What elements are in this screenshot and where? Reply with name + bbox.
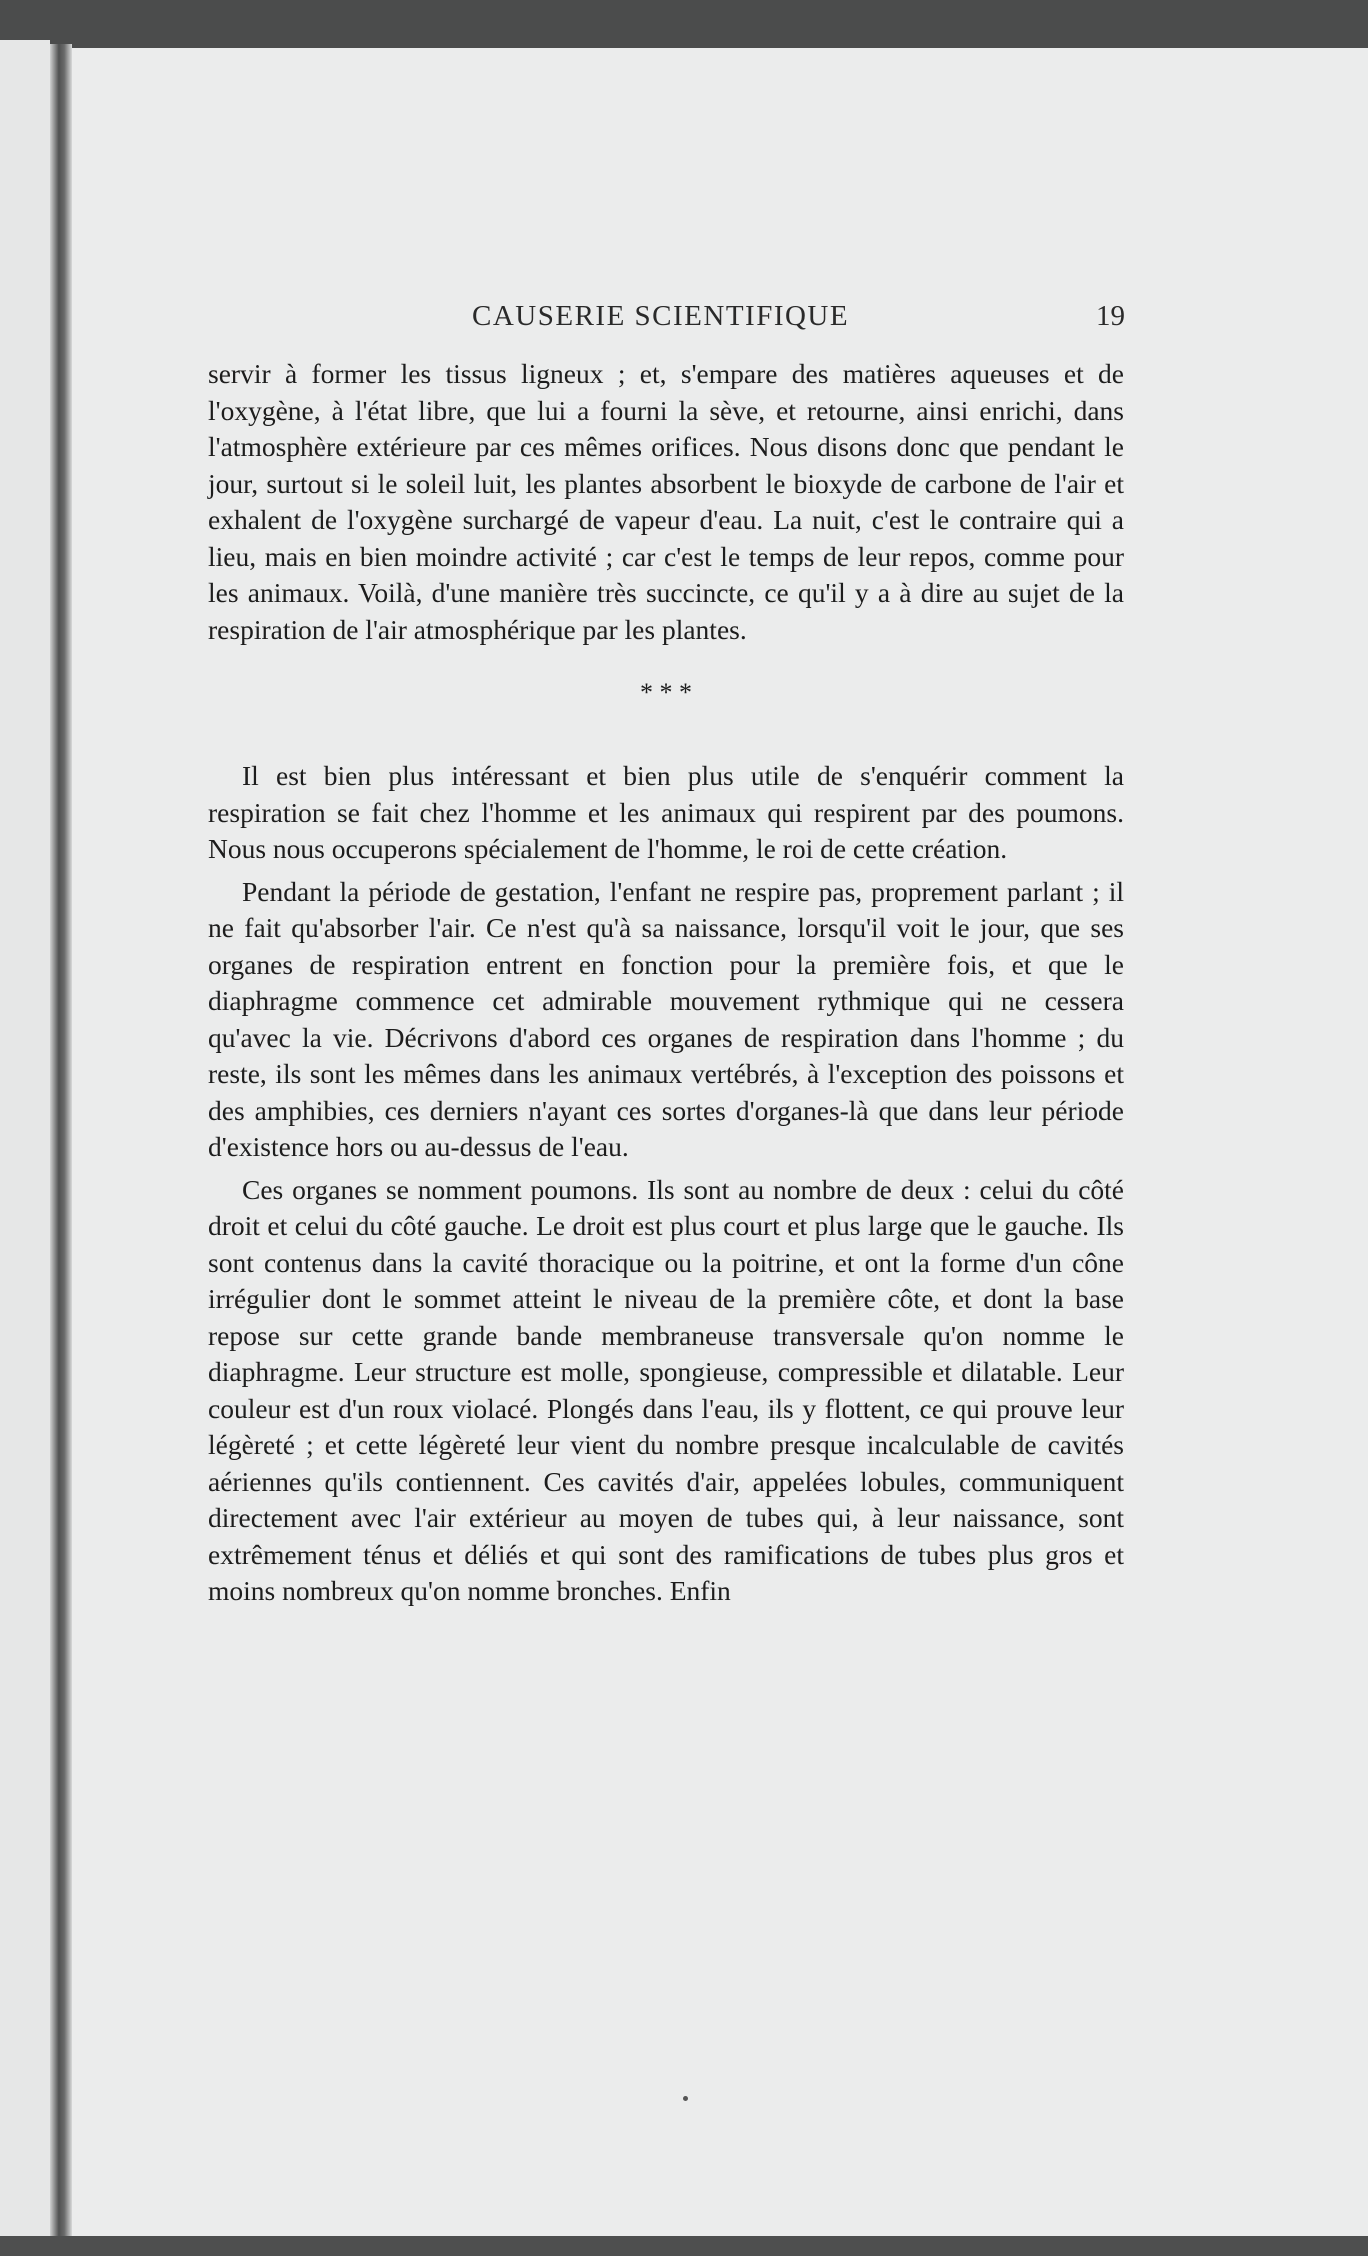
facing-page-edge (0, 40, 50, 2250)
paragraph: Ces organes se nomment poumons. Ils sont au nombre de deux : celui du côté droit et celui du côté gauche. Le droit est plus court et plus large que le gauche. Ils sont contenus dans la cavité thoracique ou la poitrine, et ont la forme d'un cône irrégulier dont le sommet atteint le niveau de la première côte, et dont la base repose sur cette grande bande membraneuse transversale qu'on nomme le diaphragme. Leur structure est molle, spongieuse, compressible et dilatable. Leur couleur est d'un roux violacé. Plongés dans l'eau, ils y flottent, ce qui prouve leur légèreté ; et cette légèreté leur vient du nombre presque incalculable de cavités aériennes qu'ils contiennent. Ces cavités d'air, appelées lobules, communiquent directement avec l'air extérieur au moyen de tubes qui, à leur naissance, sont extrêmement ténus et déliés et qui sont des ramifications de tubes plus gros et moins nombreux qu'on nomme bronches. Enfin (208, 1173, 1124, 1606)
book-gutter-shadow (50, 44, 72, 2244)
page-number: 19 (1096, 300, 1125, 332)
running-head (0, 300, 1368, 340)
scan-speck (683, 2096, 688, 2101)
page-body (208, 356, 1124, 1610)
running-head-title: CAUSERIE SCIENTIFIQUE (472, 300, 850, 332)
paragraph: Pendant la période de gestation, l'enfant ne respire pas, proprement parlant ; il ne fait qu'absorber l'air. Ce n'est qu'à sa naissance, lorsqu'il voit le jour, que ses organes de respiration entrent en fonction pour la première fois, et que le diaphragme commence cet admirable mouvement rythmique qui ne cessera qu'avec la vie. Décrivons d'abord ces organes de respiration dans l'homme ; du reste, ils sont les mêmes dans les animaux vertébrés, à l'exception des poissons et des amphibies, ces derniers n'ayant ces sortes d'organes-là que dans leur période d'existence hors ou au-dessus de l'eau. (208, 875, 1124, 1162)
paragraph: Il est bien plus intéressant et bien plus utile de s'enquérir comment la respiration se fait chez l'homme et les animaux qui respirent par des poumons. Nous nous occuperons spécialement de l'homme, le roi de cette création. (208, 760, 1124, 864)
asterism: * * * (640, 678, 692, 707)
scan-bottom-border (0, 2236, 1368, 2256)
paragraph: servir à former les tissus ligneux ; et, s'empare des matières aqueuses et de l'oxygène, à l'état libre, que lui a fourni la sève, et retourne, ainsi enrichi, dans l'atmosphère extérieure par ces mêmes orifices. Nous disons donc que pendant le jour, surtout si le soleil luit, les plantes absorbent le bioxyde de carbone de l'air et exhalent de l'oxygène surchargé de vapeur d'eau. La nuit, c'est le contraire qui a lieu, mais en bien moindre activité ; car c'est le temps de leur repos, comme pour les animaux. Voilà, d'une manière très succincte, ce qu'il y a à dire au sujet de la respiration de l'air atmosphérique par les plantes. (208, 358, 1124, 645)
section-separator (208, 648, 1124, 758)
